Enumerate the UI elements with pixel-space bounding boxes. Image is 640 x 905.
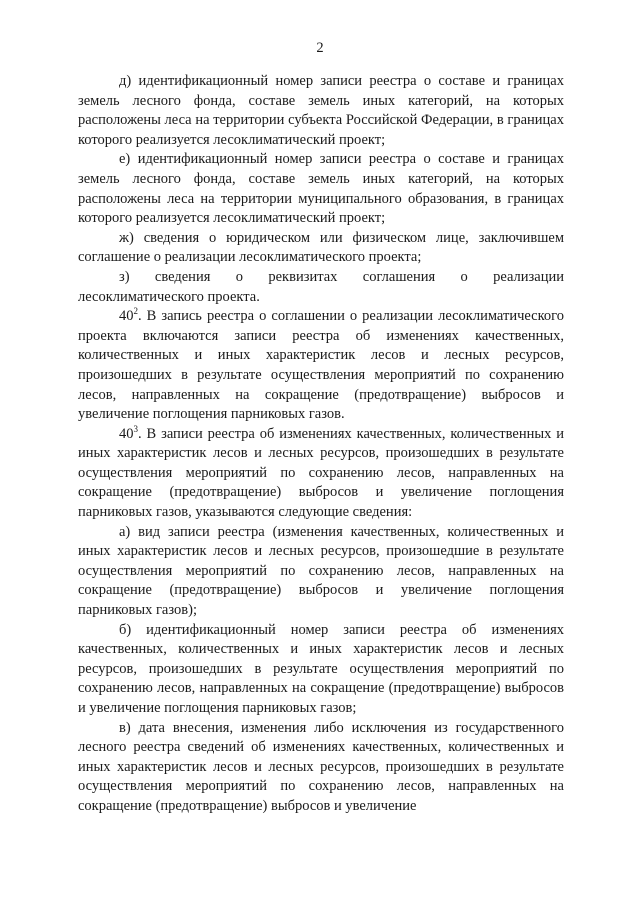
paragraph-40-2 — [78, 307, 564, 425]
paragraph-z — [78, 268, 564, 307]
item-superscript: 2 — [133, 306, 138, 317]
item-number: 40 — [119, 308, 134, 325]
paragraph-e: е) идентификационный номер записи реестра о составе и границах земель лесного фонда, составе земель иных категорий, на которых расположены леса на территории муниципального образования, в границах которого реализуется лесоклиматический проект; — [78, 151, 564, 227]
paragraph-40-3 — [78, 425, 564, 523]
paragraph-z-line2: лесоклиматического проекта. — [78, 288, 260, 305]
paragraph-z-line1: з) сведения о реквизитах соглашения о реализации — [119, 268, 564, 285]
page-number: 2 — [316, 40, 324, 56]
paragraph-text: . В записи реестра об изменениях качественных, количественных и иных характеристик лесов и лесных ресурсов, произошедших в результате осуществления мероприятий по сохранению лесов, направленных на сокращение (предотвращение) выбросов и увеличение поглощения парниковых газов, указываются следующие сведения: — [78, 425, 564, 521]
paragraph-v: в) дата внесения, изменения либо исключения из государственного лесного реестра сведений об изменениях качественных, количественных и иных характеристик лесов и лесных ресурсов, произошедших в результате осуществления мероприятий по сохранению лесов, направленных на сокращение (предотвращение) выбросов и увеличение — [78, 719, 564, 814]
paragraph-zh: ж) сведения о юридическом или физическом лице, заключившем соглашение о реализации лесоклиматического проекта; — [78, 229, 564, 266]
paragraph-b: б) идентификационный номер записи реестра об изменениях качественных, количественных и иных характеристик лесов и лесных ресурсов, произошедших в результате осуществления мероприятий по сохранению лесов, направленных на сокращение (предотвращение) выбросов и увеличение поглощения парниковых газов; — [78, 621, 564, 716]
document-body — [78, 72, 564, 817]
item-superscript: 3 — [133, 423, 138, 434]
item-number: 40 — [119, 425, 134, 442]
paragraph-a: а) вид записи реестра (изменения качественных, количественных и иных характеристик лесов и лесных ресурсов, произошедшие в результате осуществления мероприятий по сохранению лесов, направленных на сокращение (предотвращение) выбросов и увеличение поглощения парниковых газов); — [78, 523, 564, 619]
paragraph-d: д) идентификационный номер записи реестра о составе и границах земель лесного фонда, составе земель иных категорий, на которых расположены леса на территории субъекта Российской Федерации, в границах которого реализуется лесоклиматический проект; — [78, 73, 564, 148]
paragraph-text: . В запись реестра о соглашении о реализации лесоклиматического проекта включаются записи реестра об изменениях качественных, количественных и иных характеристик лесов и лесных ресурсов, произошедших в результате осуществления мероприятий по сохранению лесов, направленных на сокращение (предотвращение) выбросов и увеличение поглощения парниковых газов. — [78, 308, 564, 423]
